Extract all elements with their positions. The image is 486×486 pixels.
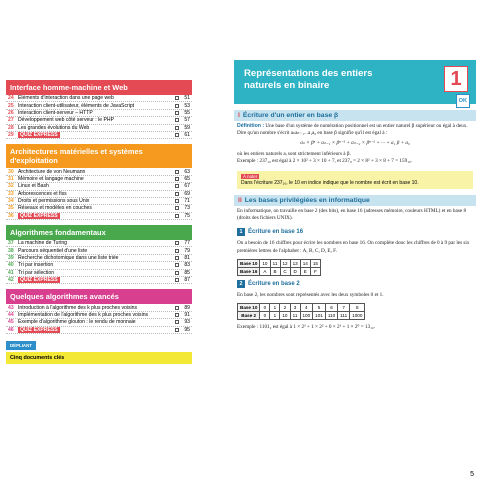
subsection-1 xyxy=(237,228,476,236)
base2-table xyxy=(237,303,365,320)
toc-entry-page: 53 xyxy=(184,102,190,109)
toc-entry[interactable] xyxy=(6,198,192,205)
toc-entry-page: 63 xyxy=(184,168,190,175)
toc-entry-page: 87 xyxy=(184,277,190,284)
toc-entry-number: 43 xyxy=(8,304,14,311)
paragraph: où les entiers naturels aᵢ sont strictement inférieurs à β. xyxy=(237,150,351,157)
toc-entry-title: Implémentation de l'algorithme des k plus proches voisins xyxy=(18,312,149,318)
checkbox-icon[interactable] xyxy=(175,170,179,174)
toc-entry-number: 44 xyxy=(8,312,14,318)
table-cell: 14 xyxy=(300,259,310,267)
table-cell: 6 xyxy=(325,304,337,312)
checkbox-icon[interactable] xyxy=(175,111,179,115)
toc-entry-number: 36 xyxy=(8,212,14,219)
toc-entry-title xyxy=(18,277,172,283)
checkbox-icon[interactable] xyxy=(175,199,179,203)
paragraph: En base 2, les nombres sont représentés avec les deux symboles 0 et 1. xyxy=(237,291,384,298)
toc-entry-title: Éléments d'interaction dans une page web xyxy=(18,95,114,102)
section-2-title: Les bases privilégiées en informatique xyxy=(244,197,370,205)
section-2-number: II xyxy=(238,197,242,205)
toc-entry[interactable] xyxy=(6,277,192,284)
checkbox-icon[interactable] xyxy=(175,118,179,122)
toc-entry-title: Mémoire et langage machine xyxy=(18,175,84,182)
table-cell: 10 xyxy=(280,312,290,320)
table-cell: A xyxy=(260,267,270,275)
toc-entry[interactable] xyxy=(6,270,192,277)
toc-entry-number: 30 xyxy=(8,168,14,175)
table-cell: 13 xyxy=(290,259,300,267)
toc-entry[interactable] xyxy=(6,213,192,220)
toc-entry-number: 29 xyxy=(8,132,14,139)
section-1-number: I xyxy=(238,112,240,119)
toc-entry-number: 28 xyxy=(8,124,14,131)
table-row xyxy=(238,267,321,275)
toc-entry-title: Arborescences et fiss xyxy=(18,190,67,197)
toc-section-heading: Algorithmes fondamentaux xyxy=(6,225,192,240)
toc-entry[interactable] xyxy=(6,95,192,102)
chapter-title-band xyxy=(234,60,476,104)
section-1-body xyxy=(234,121,476,167)
toc-entry-number: 32 xyxy=(8,183,14,190)
checkbox-icon[interactable] xyxy=(175,271,179,275)
checkbox-icon[interactable] xyxy=(175,278,179,282)
toc-entry-title: Exemple d'algorithme glouton : le rendu de monnaie xyxy=(18,319,136,326)
toc-entry-page: 89 xyxy=(184,304,190,311)
toc-entry-number: 38 xyxy=(8,247,14,254)
toc-entry-title: Tri par sélection xyxy=(18,269,55,276)
table-cell: 2 xyxy=(280,304,290,312)
toc-entry-page: 55 xyxy=(184,109,190,116)
checkbox-icon[interactable] xyxy=(175,214,179,218)
toc-entry[interactable] xyxy=(6,255,192,262)
table-row-header: Base 2 xyxy=(238,312,260,320)
toc-entry-page: 51 xyxy=(184,95,190,102)
toc-entry[interactable] xyxy=(6,102,192,109)
note-tag: À noter xyxy=(243,174,258,180)
toc-entry-title: Interaction client-utilisateur, éléments de JavaScript xyxy=(18,102,135,109)
toc-entry[interactable] xyxy=(6,247,192,254)
example: Exemple : 1101₂ est égal à 1 × 2³ + 1 × 2² + 0 × 2¹ + 1 × 2⁰ = 13₁₀. xyxy=(237,324,376,331)
table-cell: 3 xyxy=(290,304,300,312)
toc-entry-title: Introduction à l'algorithme des k plus proches voisins xyxy=(18,304,138,311)
table-cell: F xyxy=(310,267,320,275)
checkbox-icon[interactable] xyxy=(175,184,179,188)
toc-entry[interactable] xyxy=(6,262,192,269)
table-cell: B xyxy=(270,267,280,275)
chapter-title-line2: naturels en binaire xyxy=(244,80,330,91)
toc-entry-number: 40 xyxy=(8,262,14,269)
key-documents[interactable]: Cinq documents clés xyxy=(6,352,192,364)
subsection-title: Écriture en base 2 xyxy=(248,280,300,287)
toc-entry-title: Parcours séquentiel d'une liste xyxy=(18,247,88,254)
table-cell: 11 xyxy=(290,312,300,320)
table-row xyxy=(238,304,365,312)
table-cell: 110 xyxy=(325,312,337,320)
toc-entry-page: 75 xyxy=(184,212,190,219)
table-cell: 1000 xyxy=(350,312,365,320)
toc-entry-number: 34 xyxy=(8,198,14,205)
toc-entry-page: 85 xyxy=(184,269,190,276)
toc-entry[interactable] xyxy=(6,183,192,190)
toc-entry[interactable] xyxy=(6,205,192,212)
formula: aₙ × βⁿ + aₙ₋₁ × βⁿ⁻¹ + aₙ₋₂ × βⁿ⁻² + ··· + a₁ β + a₀ xyxy=(300,140,410,147)
toc-entry-page: 93 xyxy=(184,319,190,326)
toc-section-heading: Interface homme-machine et Web xyxy=(6,80,192,95)
toc-entry[interactable] xyxy=(6,312,192,319)
toc-section-heading: Quelques algorithmes avancés xyxy=(6,289,192,304)
example: Exemple : 237₁₀ est égal à 2 × 10² + 3 × 10 + 7, et 237₈ = 2 × 8² + 3 × 8 + 7 = 159₁₀. xyxy=(237,157,413,164)
subsection-2 xyxy=(237,280,476,288)
table-cell: 1 xyxy=(270,312,280,320)
table-cell: 8 xyxy=(350,304,365,312)
toc-entry-page: 77 xyxy=(184,240,190,247)
table-row-header: Base 16 xyxy=(238,267,260,275)
table-row xyxy=(238,312,365,320)
checkbox-icon[interactable] xyxy=(175,192,179,196)
toc-entry-number: 41 xyxy=(8,269,14,276)
toc-entry[interactable] xyxy=(6,191,192,198)
toc-entry-title: Interaction client-serveur – HTTP xyxy=(18,109,93,116)
toc-entry-title: Développement web côté serveur : le PHP xyxy=(18,117,114,124)
toc-entry-title: Linux et Bash xyxy=(18,183,49,190)
toc-entry-number: 37 xyxy=(8,240,14,247)
table-cell: D xyxy=(290,267,300,275)
subsection-title: Écriture en base 16 xyxy=(248,229,304,236)
section-2-heading xyxy=(234,195,476,206)
toc-entry-page: 91 xyxy=(184,312,190,318)
toc-entry-title: Recherche dichotomique dans une liste triée xyxy=(18,255,119,262)
table-cell: 0 xyxy=(260,312,270,320)
table-row xyxy=(238,259,321,267)
toc-entry-page: 65 xyxy=(184,175,190,182)
table-cell: 111 xyxy=(338,312,350,320)
toc-entry-page: 73 xyxy=(184,205,190,212)
table-cell: 4 xyxy=(300,304,313,312)
toc-entry-page: 67 xyxy=(184,183,190,190)
toc-entry-title xyxy=(18,327,172,333)
toc-entry-page: 81 xyxy=(184,255,190,262)
table-cell: 10 xyxy=(260,259,270,267)
toc-entry[interactable] xyxy=(6,304,192,311)
ok-checkbox[interactable]: OK xyxy=(456,94,470,108)
toc-entry[interactable] xyxy=(6,327,192,334)
note-box xyxy=(237,171,473,189)
toc-entry-page: 83 xyxy=(184,262,190,269)
checkbox-icon[interactable] xyxy=(175,241,179,245)
section-1-heading xyxy=(234,110,476,121)
paragraph: On a besoin de 16 chiffres pour écrire les nombres en base 16. On complète donc les chiffres de 0 à 9 par les six premières lettres de l'alphabet : A, B, C, D, E, F. xyxy=(237,240,470,254)
toc-entry[interactable] xyxy=(6,176,192,183)
subsection-number: 2 xyxy=(237,280,245,288)
toc-entry[interactable] xyxy=(6,240,192,247)
toc-entry-page: 71 xyxy=(184,198,190,205)
toc-entry-page: 61 xyxy=(184,132,190,139)
paragraph: En informatique, on travaille en base 2 (des bits), en base 16 (adresses mémoire, couleurs HTML) et en base 8 (droits des fichiers UNIX). xyxy=(237,208,467,222)
table-cell: C xyxy=(280,267,290,275)
quiz-label: QUIZ EXPRESS xyxy=(20,212,58,219)
table-cell: 11 xyxy=(270,259,280,267)
toc-entry-number: 33 xyxy=(8,190,14,197)
toc-entry[interactable] xyxy=(6,117,192,124)
checkbox-icon[interactable] xyxy=(175,104,179,108)
toc-entry-page: 57 xyxy=(184,117,190,124)
chapter-page xyxy=(234,60,476,333)
definition-text: Une base d'un système de numération positionnel est un entier naturel β supérieur ou égal à deux. xyxy=(265,123,468,129)
paragraph: Dire qu'un nombre s'écrit aₙaₙ₋₁...a₁a₀ en base β signifie qu'il est égal à : xyxy=(237,130,388,137)
quiz-label: QUIZ EXPRESS xyxy=(20,277,58,284)
toc-entry-title xyxy=(18,132,172,138)
checkbox-icon[interactable] xyxy=(175,313,179,317)
subsection-number: 1 xyxy=(237,228,245,236)
toc-entry-title xyxy=(18,213,172,219)
table-cell: 5 xyxy=(313,304,326,312)
toc-entry-number: 39 xyxy=(8,255,14,262)
depliant-tag: DÉPLIANT xyxy=(6,341,36,350)
toc-entry-title: Droits et permissions sous Unix xyxy=(18,198,90,205)
toc-entry-number: 46 xyxy=(8,326,14,333)
table-cell: E xyxy=(300,267,310,275)
chapter-number: 1 xyxy=(444,66,468,92)
toc-entry-number: 31 xyxy=(8,175,14,182)
table-cell: 1 xyxy=(270,304,280,312)
toc-entry-title: Tri par insertion xyxy=(18,262,54,269)
toc-entry-number: 24 xyxy=(8,95,14,102)
toc-entry-number: 27 xyxy=(8,117,14,124)
quiz-label: QUIZ EXPRESS xyxy=(20,132,58,139)
toc-entry-title: La machine de Turing xyxy=(18,240,67,247)
table-cell: 101 xyxy=(313,312,326,320)
checkbox-icon[interactable] xyxy=(175,133,179,137)
toc-entry-number: 42 xyxy=(8,277,14,284)
toc-entry-page: 79 xyxy=(184,247,190,254)
chapter-title-line1: Représentations des entiers xyxy=(244,68,373,79)
table-row-header: Base 10 xyxy=(238,259,260,267)
table-cell: 100 xyxy=(300,312,313,320)
toc-entry-page: 95 xyxy=(184,326,190,333)
toc-entry-number: 35 xyxy=(8,205,14,212)
checkbox-icon[interactable] xyxy=(175,206,179,210)
quiz-label: QUIZ EXPRESS xyxy=(20,326,58,333)
toc-section-heading: Architectures matérielles et systèmes d'exploitation xyxy=(6,144,192,168)
checkbox-icon[interactable] xyxy=(175,328,179,332)
page-number: 5 xyxy=(470,471,474,478)
toc-entry-number: 45 xyxy=(8,319,14,326)
checkbox-icon[interactable] xyxy=(175,126,179,130)
definition-label: Définition : xyxy=(237,123,265,129)
checkbox-icon[interactable] xyxy=(175,249,179,253)
checkbox-icon[interactable] xyxy=(175,263,179,267)
toc-entry-page: 69 xyxy=(184,190,190,197)
checkbox-icon[interactable] xyxy=(175,177,179,181)
table-cell: 15 xyxy=(310,259,320,267)
note-text: Dans l'écriture 237₁₀, le 10 en indice indique que le nombre est écrit en base 10. xyxy=(241,180,419,187)
table-of-contents xyxy=(6,80,192,364)
checkbox-icon[interactable] xyxy=(175,256,179,260)
checkbox-icon[interactable] xyxy=(175,96,179,100)
toc-entry-number: 26 xyxy=(8,109,14,116)
toc-entry[interactable] xyxy=(6,168,192,175)
table-cell: 12 xyxy=(280,259,290,267)
toc-entry[interactable] xyxy=(6,132,192,139)
toc-entry-title: Les grandes évolutions du Web xyxy=(18,124,90,131)
toc-entry-number: 25 xyxy=(8,102,14,109)
toc-entry-page: 59 xyxy=(184,124,190,131)
toc-entry[interactable] xyxy=(6,319,192,326)
toc-entry-title: Réseaux et modèles en couches xyxy=(18,205,92,212)
toc-entry-title: Architecture de von Neumann xyxy=(18,168,86,175)
checkbox-icon[interactable] xyxy=(175,306,179,310)
checkbox-icon[interactable] xyxy=(175,320,179,324)
toc-entry[interactable] xyxy=(6,110,192,117)
section-1-title: Écriture d'un entier en base β xyxy=(242,112,339,119)
base16-table xyxy=(237,259,321,276)
toc-entry[interactable] xyxy=(6,125,192,132)
table-cell: 0 xyxy=(260,304,270,312)
table-cell: 7 xyxy=(338,304,350,312)
table-row-header: Base 10 xyxy=(238,304,260,312)
